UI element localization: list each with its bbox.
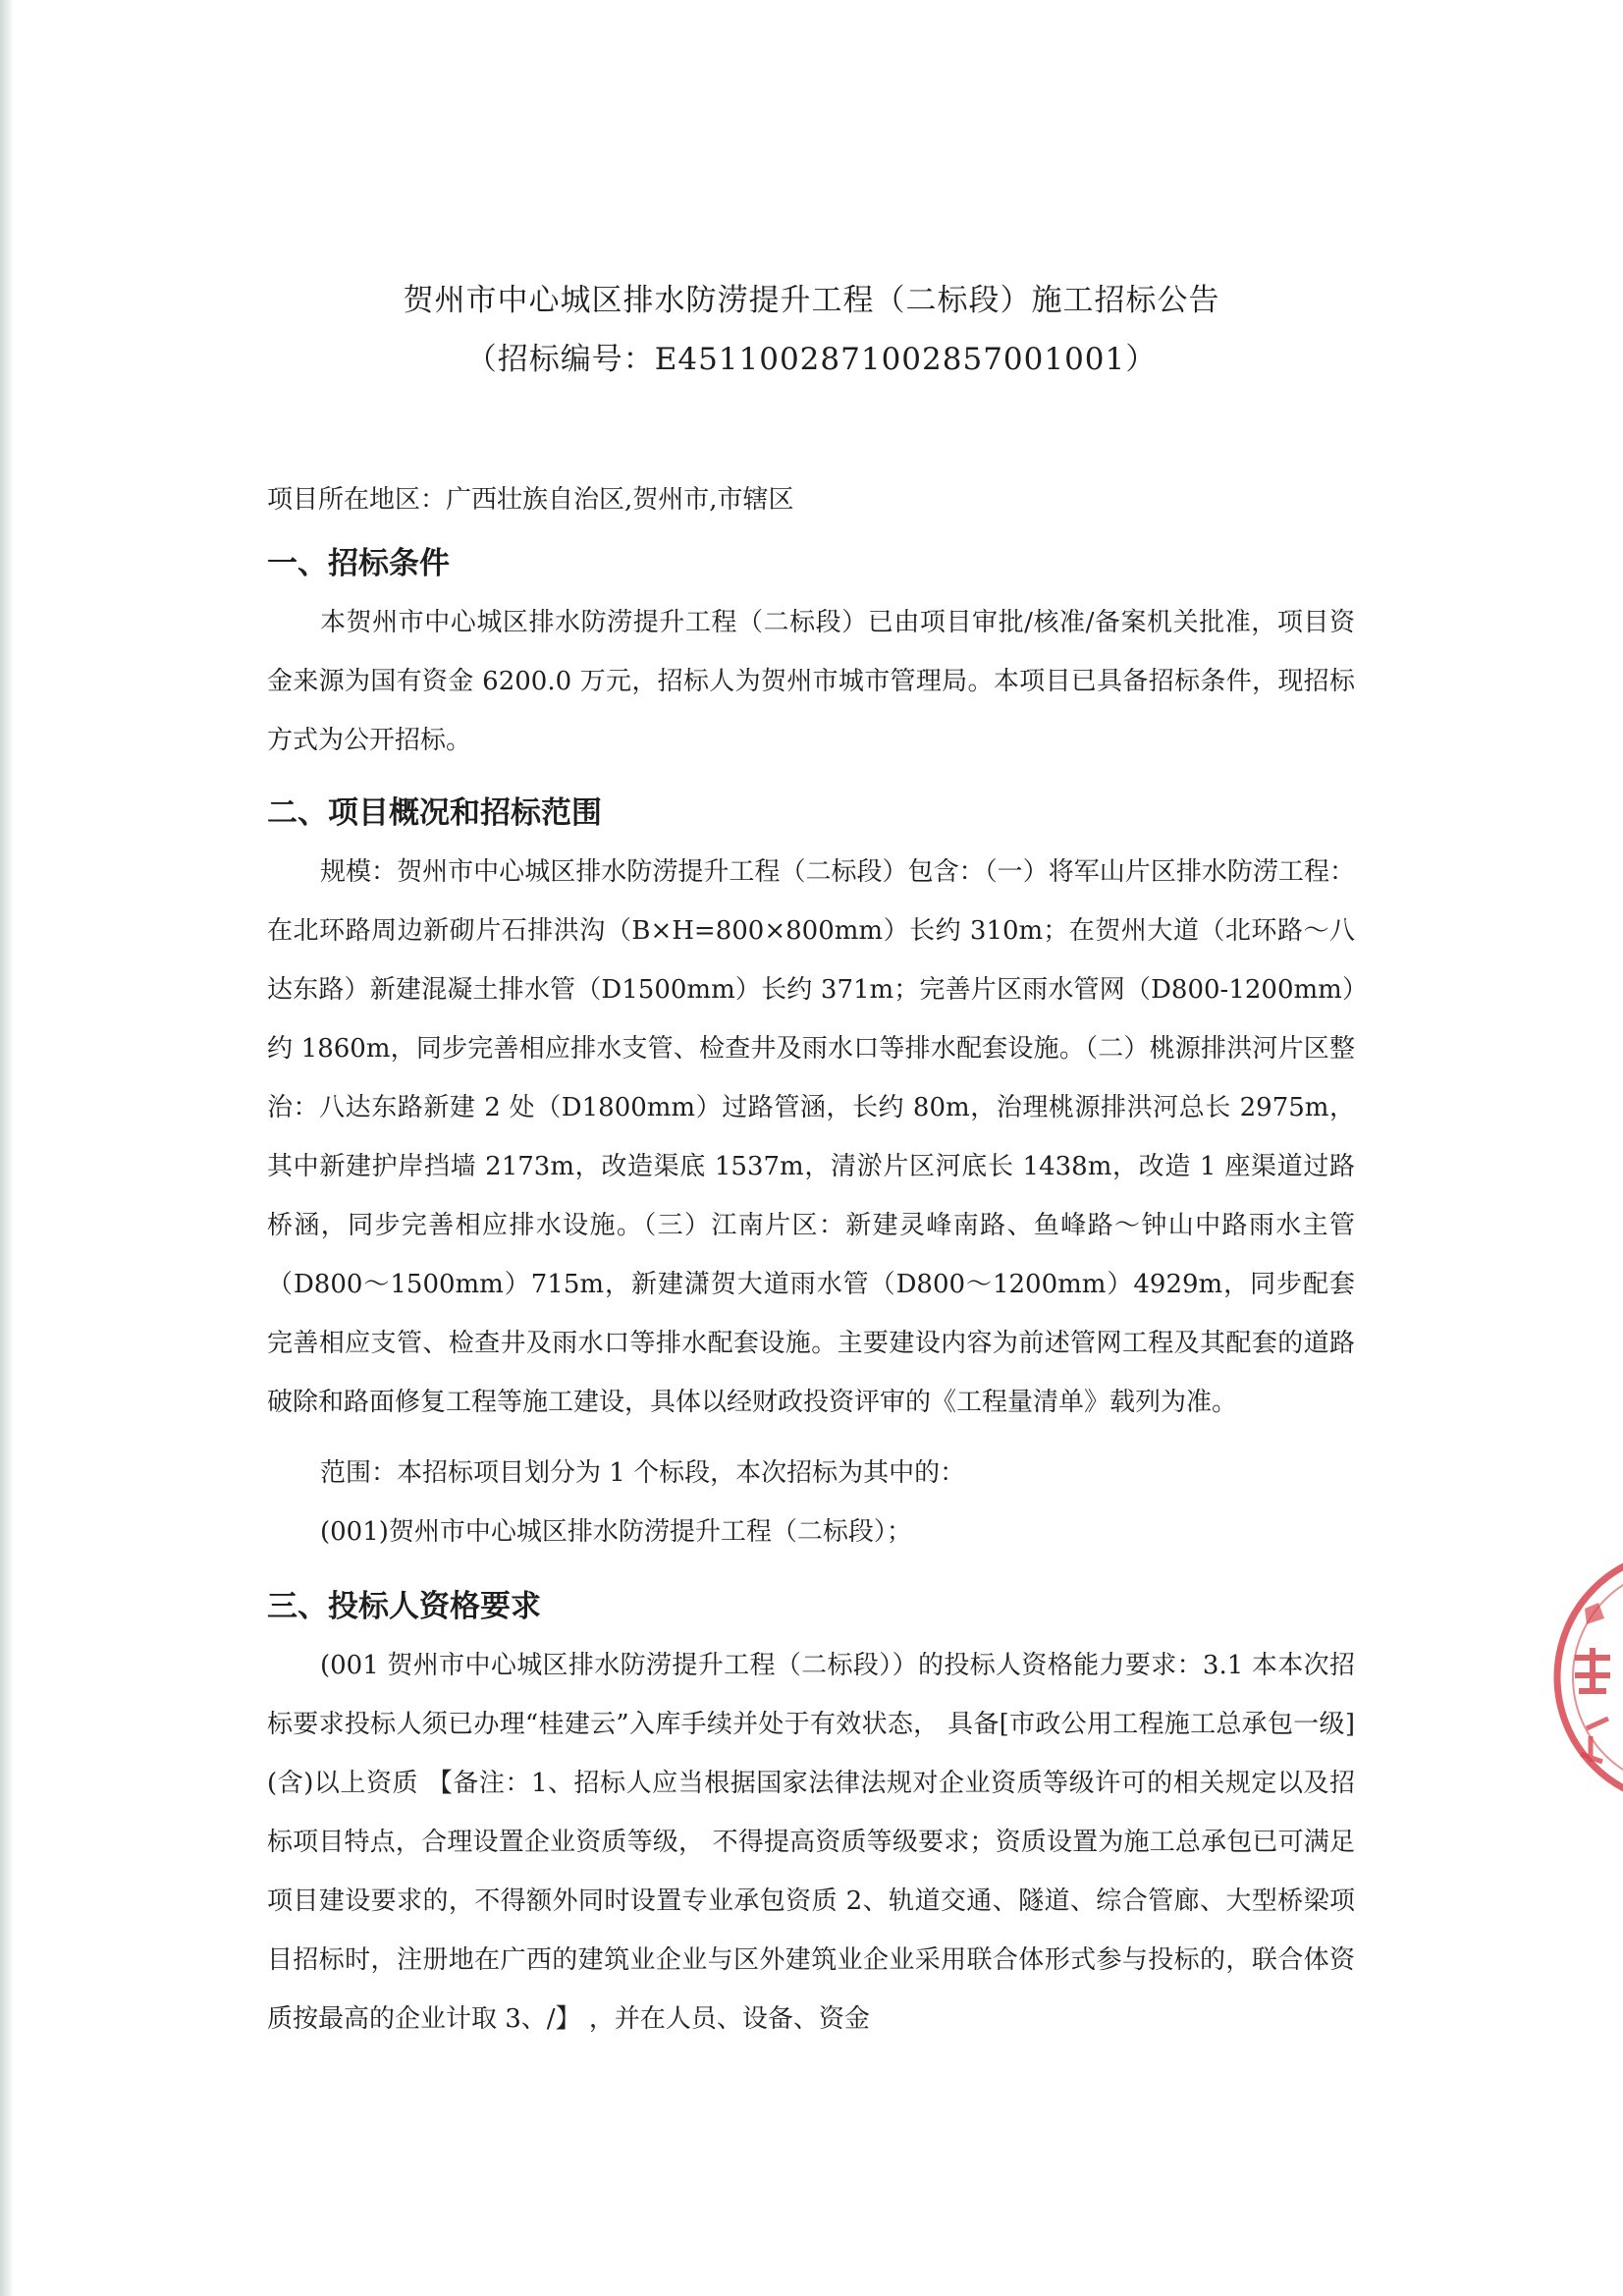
bid-lot-item: (001)贺州市中心城区排水防涝提升工程（二标段）； xyxy=(320,1517,912,1547)
section-heading-project-overview: 二、项目概况和招标范围 xyxy=(267,795,602,831)
bid-conditions-paragraph: 本贺州市中心城区排水防涝提升工程（二标段）已由项目审批/核准/备案机关批准，项目资金来源为国有资金 6200.0 万元，招标人为贺州市城市管理局。本项目已具备招标条件，现招标方式为公开招标。 xyxy=(267,608,1355,755)
project-region: 项目所在地区：广西壮族自治区,贺州市,市辖区 xyxy=(267,485,794,515)
section-heading-bidder-qualifications: 三、投标人资格要求 xyxy=(267,1589,541,1624)
bid-number: （招标编号：E4511002871002857001001） xyxy=(465,342,1158,377)
document-title: 贺州市中心城区排水防涝提升工程（二标段）施工招标公告 xyxy=(403,283,1220,318)
red-seal-stamp xyxy=(1545,1501,1623,1854)
project-scale-paragraph: 规模：贺州市中心城区排水防涝提升工程（二标段）包含：（一）将军山片区排水防涝工程：在北环路周边新砌片石排洪沟（B×H=800×800mm）长约 310m；在贺州大道（北环路～八达东路）新建混凝土排水管（D1500mm）长约 371m；完善片区雨水管网（D800-1200mm）约 1860m，同步完善相应排水支管、检查井及雨水口等排水配套设施。（二）桃源排洪河片区整治：八达东路新建 2 处（D1800mm）过路管涵，长约 80m，治理桃源排洪河总长 2975m，其中新建护岸挡墙 2173m，改造渠底 1537m，清淤片区河底长 1438m，改造 1 座渠道过路桥涵，同步完善相应排水设施。（三）江南片区：新建灵峰南路、鱼峰路～钟山中路雨水主管（D800～1500mm）715m，新建潇贺大道雨水管（D800～1200mm）4929m，同步配套完善相应支管、检查井及雨水口等排水配套设施。主要建设内容为前述管网工程及其配套的道路破除和路面修复工程等施工建设，具体以经财政投资评审的《工程量清单》载列为准。 xyxy=(267,857,1355,1417)
bidder-qualifications-paragraph: (001 贺州市中心城区排水防涝提升工程（二标段））的投标人资格能力要求：3.1 本本次招标要求投标人须已办理“桂建云”入库手续并处于有效状态， 具备[市政公用工程施工总承包一级](含)以上资质 【备注：1、招标人应当根据国家法律法规对企业资质等级许可的相关规定以及招标项目特点，合理设置企业资质等级， 不得提高资质等级要求；资质设置为施工总承包已可满足项目建设要求的，不得额外同时设置专业承包资质 2、轨道交通、隧道、综合管廊、大型桥梁项目招标时，注册地在广西的建筑业企业与区外建筑业企业采用联合体形式参与投标的，联合体资质按最高的企业计取 3、/】 ，并在人员、设备、资金 xyxy=(267,1651,1355,2034)
section-heading-bid-conditions: 一、招标条件 xyxy=(267,546,450,581)
bid-scope-paragraph: 范围：本招标项目划分为 1 个标段，本次招标为其中的： xyxy=(320,1458,966,1488)
